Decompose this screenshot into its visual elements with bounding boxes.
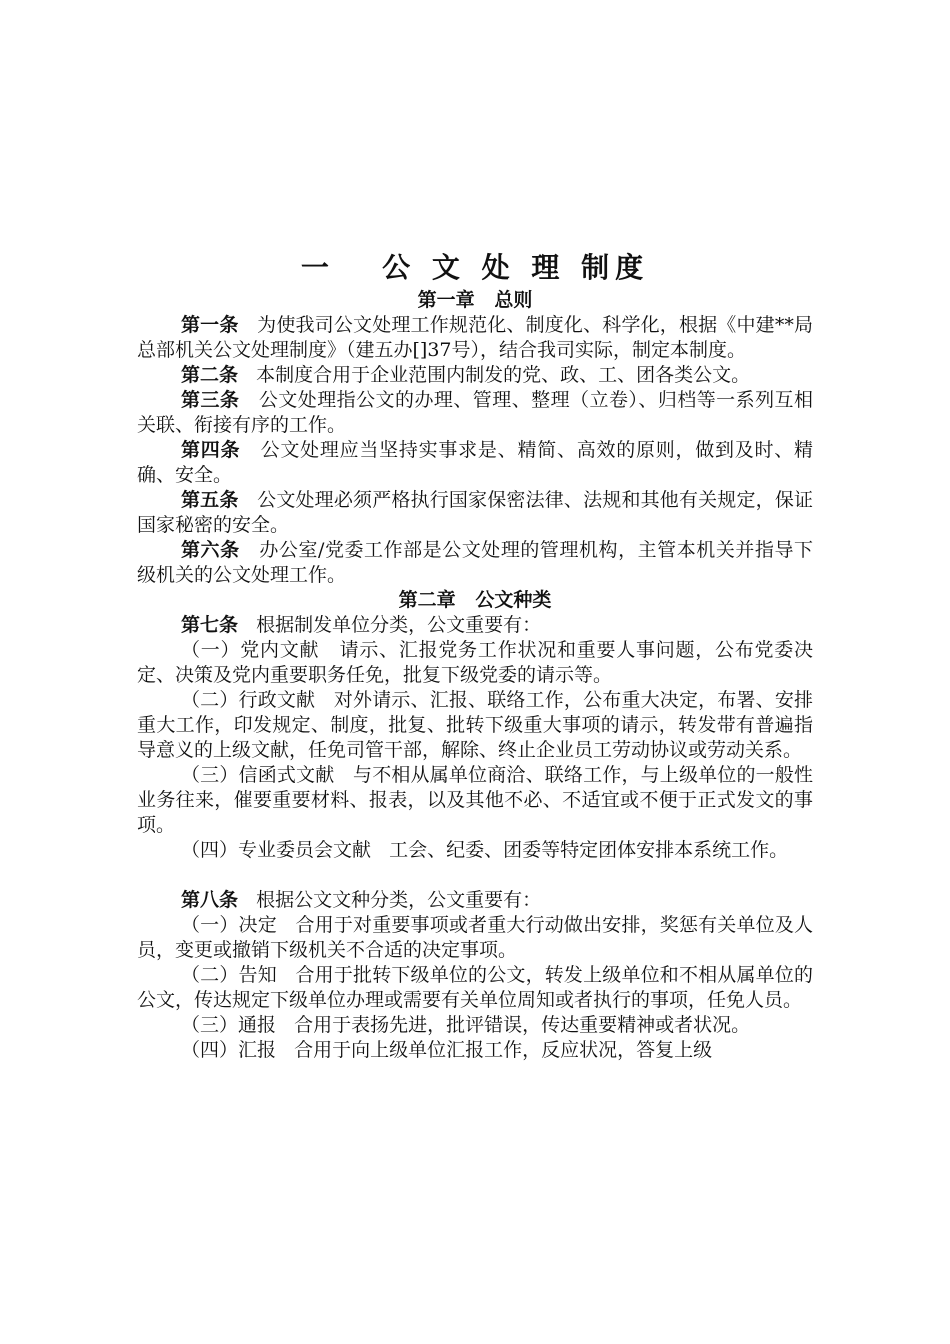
- document-page: [137, 248, 813, 1063]
- clause-letter-documents: （三）信函式文献 与不相从属单位商洽、联络工作，与上级单位的一般性业务往来，催要重要材料、报表，以及其他不必、不适宜或不便于正式发文的事项。: [137, 764, 813, 836]
- article-2: [137, 363, 813, 388]
- paragraph-gap: [137, 863, 813, 888]
- article-text: 办公室/党委工作部是公文处理的管理机构，主管本机关并指导下级机关的公文处理工作。: [137, 539, 813, 586]
- article-number: 第三条: [181, 389, 240, 411]
- article-number: 第二条: [181, 364, 239, 386]
- article-text: 为使我司公文处理工作规范化、制度化、科学化，根据《中建**局总部机关公文处理制度》（建五办[]37号），结合我司实际，制定本制度。: [137, 314, 813, 361]
- clause-party-documents: （一）党内文献 请示、汇报党务工作状况和重要人事问题，公布党委决定、决策及党内重要职务任免，批复下级党委的请示等。: [137, 639, 813, 686]
- clause-administrative-documents: （二）行政文献 对外请示、汇报、联络工作，公布重大决定，布署、安排重大工作，印发规定、制度，批复、批转下级重大事项的请示，转发带有普遍指导意义的上级文献，任免司管干部，解除、终止企业员工劳动协议或劳动关系。: [137, 689, 813, 761]
- article-6: [137, 538, 813, 588]
- clause-committee-documents: （四）专业委员会文献 工会、纪委、团委等特定团体安排本系统工作。: [181, 839, 789, 861]
- article-number: 第六条: [181, 539, 240, 561]
- article-text: 根据公文文种分类，公文重要有：: [238, 889, 542, 911]
- chapter-heading-1: 第一章 总则: [417, 289, 533, 311]
- article-7: [137, 613, 813, 638]
- article-number: 第八条: [181, 889, 239, 911]
- clause-report: （四）汇报 合用于向上级单位汇报工作，反应状况，答复上级: [181, 1039, 713, 1061]
- article-3: [137, 388, 813, 438]
- article-text: 公文处理指公文的办理、管理、整理（立卷）、归档等一系列互相关联、衔接有序的工作。: [137, 389, 813, 436]
- clause-decision: （一）决定 合用于对重要事项或者重大行动做出安排，奖惩有关单位及人员，变更或撤销下级机关不合适的决定事项。: [137, 914, 813, 961]
- article-text: 本制度合用于企业范围内制发的党、政、工、团各类公文。: [238, 364, 751, 386]
- clause-notice: （二）告知 合用于批转下级单位的公文，转发上级单位和不相从属单位的公文，传达规定下级单位办理或需要有关单位周知或者执行的事项，任免人员。: [137, 964, 813, 1011]
- article-1: [137, 313, 813, 363]
- article-text: 公文处理应当坚持实事求是、精简、高效的原则，做到及时、精确、安全。: [137, 439, 813, 486]
- article-number: 第一条: [181, 314, 239, 336]
- article-5: [137, 488, 813, 538]
- clause-bulletin: （三）通报 合用于表扬先进，批评错误，传达重要精神或者状况。: [181, 1014, 751, 1036]
- article-text: 根据制发单位分类，公文重要有：: [238, 614, 542, 636]
- article-text: 公文处理必须严格执行国家保密法律、法规和其他有关规定，保证国家秘密的安全。: [137, 489, 813, 536]
- document-title: 一 公 文 处 理 制度: [300, 251, 650, 284]
- chapter-heading-2: 第二章 公文种类: [398, 589, 552, 611]
- article-number: 第七条: [181, 614, 239, 636]
- article-8: [137, 888, 813, 913]
- article-4: [137, 438, 813, 488]
- article-number: 第四条: [181, 439, 241, 461]
- article-number: 第五条: [181, 489, 239, 511]
